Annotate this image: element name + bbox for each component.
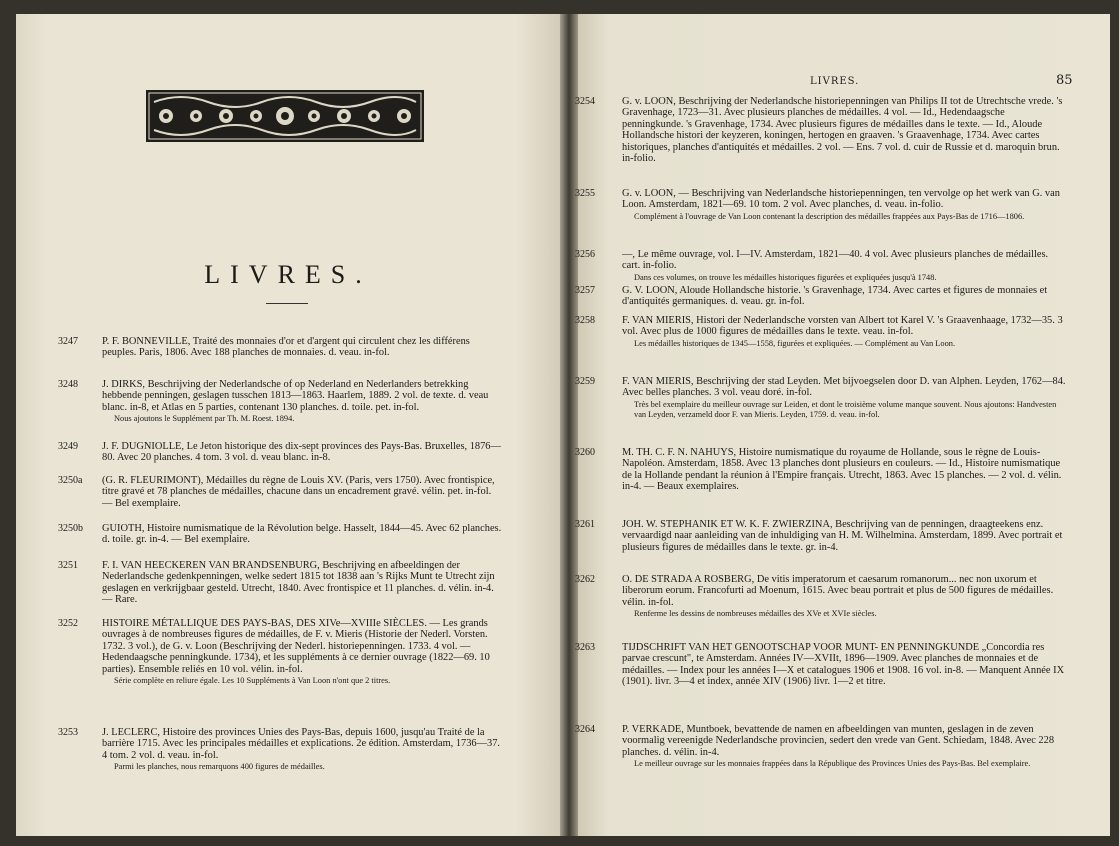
entry-text: G. v. LOON, — Beschrijving van Nederlandsche historiepenningen, ten vervolge op het werk van G. van Loon. Amsterdam, 1821—69. 10 tom. 2 vol. Avec planches, d. veau. in-folio. <box>622 188 1060 211</box>
decorative-headpiece <box>146 90 424 142</box>
entry-note: Le meilleur ouvrage sur les monnaies frappées dans la République des Provinces Unies des Pays-Bas. Bel exemplaire. <box>634 759 1031 769</box>
entry-text: J. DIRKS, Beschrijving der Nederlandsche of op Nederland en Nederlanders betrekking hebbende penningen, geslagen tusschen 1813—1863. Haarlem, 1889. 2 vol. de texte. d. veau blanc. in-8, et Atlas en 5 parties, contenant 130 planches. d. toile. pet. in-fol. <box>102 379 489 413</box>
entry-text: TIJDSCHRIFT VAN HET GENOOTSCHAP VOOR MUNT- EN PENNINGKUNDE „Concordia res parvae crescunt", te Amsterdam. Années IV—XVIIt, 1896—1909. Avec planches de monnaies et de médailles. — Index pour les années I—X et catalogues 1906 et 1908. 16 vol. in-8. — Manquent Année IX (1901). livr. 3—4 et index, année XIV (1906) livr. 1—2 et titre. <box>622 642 1065 688</box>
catalog-entry <box>575 188 1066 222</box>
lot-number: 3259 <box>575 376 595 387</box>
lot-number: 3263 <box>575 642 595 653</box>
entry-note: Série complète en reliure égale. Les 10 Suppléments à Van Loon n'ont que 2 titres. <box>114 676 391 686</box>
page-number: 85 <box>1056 73 1073 88</box>
catalog-entry <box>575 285 1066 308</box>
lot-number: 3258 <box>575 315 595 326</box>
lot-number: 3249 <box>58 441 78 452</box>
right-page <box>575 14 1110 836</box>
catalog-entry <box>58 560 504 606</box>
lot-number: 3247 <box>58 336 78 347</box>
entry-text: JOH. W. STEPHANIK ET W. K. F. ZWIERZINA, Beschrijving van de penningen, draagteekens enz. vervaardigd naar aanleiding van de inhuldiging van H. M. Wilhelmina. Amsterdam, 1899. Avec portrait et plusieurs figures de médailles dans le texte. gr. in-4. <box>622 519 1063 553</box>
lot-number: 3250b <box>58 523 83 534</box>
lot-number: 3250a <box>58 475 83 486</box>
lot-number: 3254 <box>575 96 595 107</box>
entry-text: O. DE STRADA A ROSBERG, De vitis imperatorum et caesarum romanorum... nec non uxorum et liberorum eorum. Francofurti ad Moenum, 1615. Avec beau portrait et plus de 500 figures de médailles. vélin. in-fol. <box>622 574 1054 608</box>
lot-number: 3261 <box>575 519 595 530</box>
catalog-entry <box>575 376 1066 420</box>
lot-number: 3262 <box>575 574 595 585</box>
lot-number: 3253 <box>58 727 78 738</box>
catalog-entry <box>575 315 1066 349</box>
catalog-entry <box>575 724 1066 769</box>
entry-text: J. LECLERC, Histoire des provinces Unies des Pays-Bas, depuis 1600, jusqu'au Traité de la barrière 1715. Avec les principales médailles et explications. 2e édition. Amsterdam, 1736—37. 4 tom. 2 vol. d. veau. in-fol. <box>102 727 501 761</box>
entry-text: GUIOTH, Histoire numismatique de la Révolution belge. Hasselt, 1844—45. Avec 62 planches. d. toile. gr. in-4. — Bel exemplaire. <box>102 523 502 546</box>
left-page <box>16 14 560 836</box>
entry-text: —, Le même ouvrage, vol. I—IV. Amsterdam, 1821—40. 4 vol. Avec plusieurs planches de médailles. cart. in-folio. <box>622 249 1049 272</box>
lot-number: 3252 <box>58 618 78 629</box>
entry-note: Les médailles historiques de 1345—1558, figurées et expliquées. — Complément au Van Loon. <box>634 338 956 348</box>
catalog-entry <box>58 379 504 424</box>
entry-text: (G. R. FLEURIMONT), Médailles du règne de Louis XV. (Paris, vers 1750). Avec frontispice, titre gravé et 78 planches de médailles, chacune dans un encadrement gravé. vélin. pet. in-fol. — Bel exemplaire. <box>102 475 495 509</box>
book-gutter <box>560 14 578 836</box>
entry-note: Dans ces volumes, on trouve les médailles historiques figurées et expliquées jusqu'à 1748. <box>634 272 937 282</box>
lot-number: 3256 <box>575 249 595 260</box>
lot-number: 3257 <box>575 285 595 296</box>
entry-text: G. v. LOON, Beschrijving der Nederlandsche historiepenningen van Philips II tot de Utrechtsche vrede. 's Gravenhage, 1723—31. Avec plusieurs planches de médailles. 4 vol. — Id., Hedendaagsche penningkunde. 's Gravenhage, 1734. Avec plusieurs figures de médailles dans le texte. — Id., Aloude Hollandsche histori der keyzeren, koningen, hertogen en graaven. 's Graavenhage, 1734. Avec cartes historiques, planches d'antiquités et médailles. 2 vol. — Ens. 7 vol. d. cuir de Russie et d. maroquin brun. in-folio. <box>622 96 1063 165</box>
catalog-entry <box>575 447 1066 493</box>
catalog-entry <box>58 475 504 509</box>
entry-text: F. I. VAN HEECKEREN VAN BRANDSENBURG, Beschrijving en afbeeldingen der Nederlandsche gedenkpenningen, welke sedert 1815 tot 1838 aan 's Rijks Munt te Utrecht zijn geslagen en verkrijgbaar gesteld. Utrecht, 1840. Avec frontispice et 11 planches. d. vélin. in-4. — Rare. <box>102 560 495 606</box>
entry-text: P. F. BONNEVILLE, Traité des monnaies d'or et d'argent qui circulent chez les différens peuples. Paris, 1806. Avec 188 planches de monnaies. d. veau. in-fol. <box>102 336 470 359</box>
entry-note: Parmi les planches, nous remarquons 400 figures de médailles. <box>114 762 325 772</box>
entry-note: Complément à l'ouvrage de Van Loon contenant la description des médailles frappées aux Pays-Bas de 1716—1806. <box>634 211 1025 221</box>
entry-note: Très bel exemplaire du meilleur ouvrage sur Leiden, et dont le troisième volume manque souvent. Nous ajoutons: Handvesten van Leyden, verzameld door F. van Mieris. Leyden, 1759. d. veau. in-fol. <box>634 399 1057 419</box>
entry-text: G. V. LOON, Aloude Hollandsche historie. 's Gravenhage, 1734. Avec cartes et figures de monnaies et d'antiquités germaniques. d. veau. gr. in-fol. <box>622 285 1048 308</box>
entry-text: F. VAN MIERIS, Beschrijving der stad Leyden. Met bijvoegselen door D. van Alphen. Leyden, 1762—84. Avec belles planches. 3 vol. veau doré. in-fol. <box>622 376 1066 399</box>
catalog-entry <box>575 642 1066 688</box>
lot-number: 3248 <box>58 379 78 390</box>
section-title: LIVRES. <box>204 260 372 289</box>
entry-note: Renferme les dessins de nombreuses médailles des XVe et XVIe siècles. <box>634 609 877 619</box>
lot-number: 3255 <box>575 188 595 199</box>
entry-text: F. VAN MIERIS, Histori der Nederlandsche vorsten van Albert tot Karel V. 's Graavenhaage, 1732—35. 3 vol. Avec plus de 1000 figures de médailles dans le texte. veau. in-fol. <box>622 315 1063 338</box>
catalog-entry <box>58 441 504 464</box>
catalog-entry <box>58 618 504 686</box>
catalog-entry <box>575 249 1066 283</box>
entry-note: Nous ajoutons le Supplément par Th. M. Roest. 1894. <box>114 414 295 424</box>
catalog-entry <box>58 727 504 772</box>
entry-text: HISTOIRE MÉTALLIQUE DES PAYS-BAS, DES XIVe—XVIIIe SIÈCLES. — Les grands ouvrages à de nombreuses figures de médailles, de F. v. Mieris (Historie der Nederl. Vorsten. 1732. 3 vol.), de G. v. Loon (Beschrijving der Nederl. historiepenningen. 1733. 4 vol. — Hedendaagsche penningkunde. 1734), et les suppléments à ce dernier ouvrage (1822—69. 10 parties). Ensemble reliés en 10 vol. vélin. in-fol. <box>102 618 490 675</box>
catalog-entry <box>575 574 1066 619</box>
entry-text: J. F. DUGNIOLLE, Le Jeton historique des dix-sept provinces des Pays-Bas. Bruxelles, 1876—80. Avec 20 planches. 4 tom. 3 vol. d. veau blanc. in-8. <box>102 441 501 464</box>
catalog-entry <box>575 96 1066 165</box>
lot-number: 3251 <box>58 560 78 571</box>
catalog-entry <box>575 519 1066 553</box>
lot-number: 3264 <box>575 724 595 735</box>
title-rule <box>266 303 308 304</box>
catalog-entry <box>58 523 504 546</box>
entry-text: P. VERKADE, Muntboek, bevattende de namen en afbeeldingen van munten, geslagen in de zeven voormalig vereenigde Nederlandsche provincien, sedert den vrede van Gent. Schiedam, 1848. Avec 228 planches. d. vélin. in-4. <box>622 724 1055 758</box>
catalog-entry <box>58 336 504 359</box>
lot-number: 3260 <box>575 447 595 458</box>
running-head: LIVRES. <box>810 76 860 87</box>
entry-text: M. TH. C. F. N. NAHUYS, Histoire numismatique du royaume de Hollande, sous le règne de Louis-Napoléon. Amsterdam, 1858. Avec 13 planches dont plusieurs en couleurs. — Id., Histoire numismatique de la Hollande pendant la réunion à l'Empire français. Utrecht, 1863. Avec 15 planches. — 2 vol. d. vélin. in-4. — Beaux exemplaires. <box>622 447 1062 493</box>
